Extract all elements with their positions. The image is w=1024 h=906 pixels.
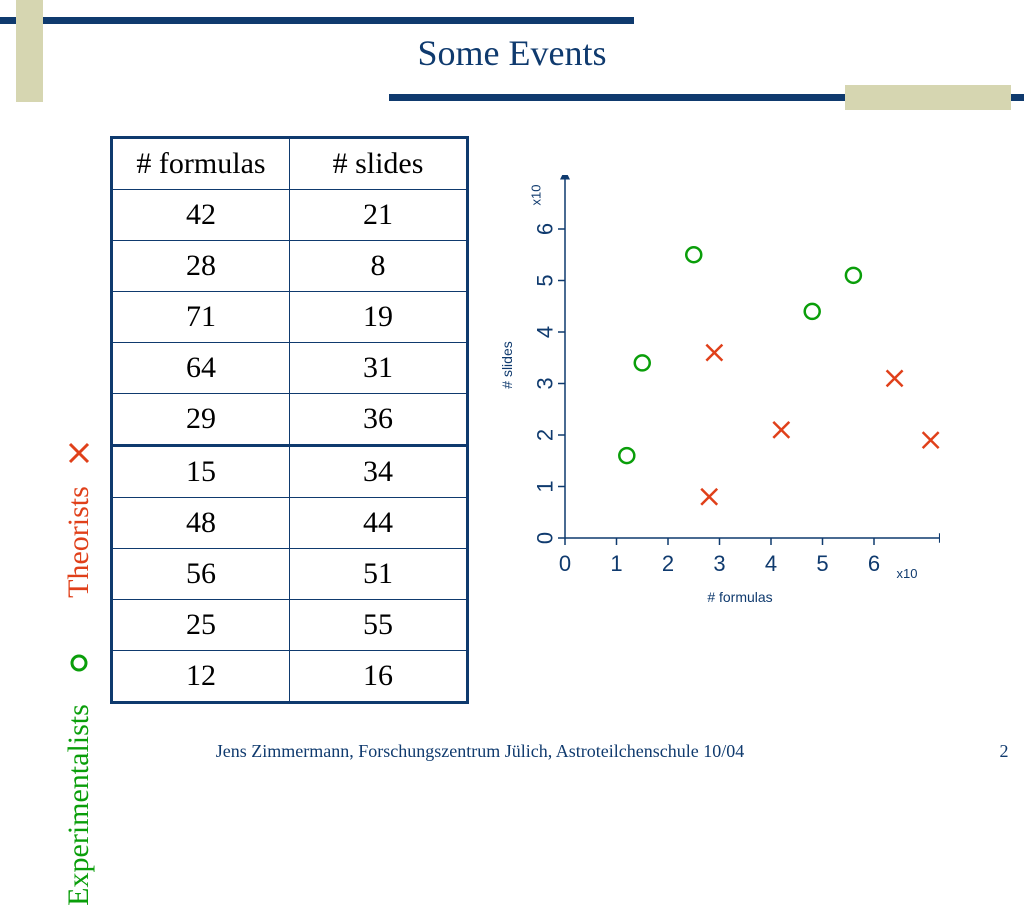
cell-formulas: 25 (112, 600, 290, 651)
x-tick-label: 4 (764, 551, 778, 576)
cell-slides: 19 (290, 292, 468, 343)
cell-slides: 8 (290, 241, 468, 292)
events-table (110, 136, 469, 704)
y-tick-label: 5 (532, 274, 558, 287)
table-row (112, 549, 468, 600)
table-row (112, 394, 468, 446)
theorist-point (887, 370, 903, 386)
table-row (112, 446, 468, 498)
cell-formulas: 28 (112, 241, 290, 292)
theorists-label: Theorists (62, 486, 95, 598)
x-tick-label: 5 (816, 551, 829, 576)
top-accent-bar (0, 17, 634, 24)
experimentalists-circle-marker (61, 652, 97, 674)
cell-slides: 31 (290, 343, 468, 394)
y-tick-label: 6 (532, 222, 558, 236)
cell-formulas: 56 (112, 549, 290, 600)
cell-slides: 16 (290, 651, 468, 703)
table-row (112, 292, 468, 343)
experimentalists-label: Experimentalists (62, 704, 95, 906)
y-tick-label: 0 (532, 531, 558, 545)
table-row (112, 651, 468, 703)
experimentalist-point (635, 355, 650, 370)
cell-formulas: 48 (112, 498, 290, 549)
y-tick-label: 4 (532, 325, 558, 339)
cell-formulas: 71 (112, 292, 290, 343)
slide-title: Some Events (417, 33, 607, 73)
table-row (112, 241, 468, 292)
x-multiplier: x10 (896, 566, 918, 581)
theorist-point (773, 422, 789, 438)
theorist-point (923, 432, 939, 448)
x-axis-title: # formulas (707, 589, 773, 605)
experimentalist-point (619, 448, 634, 463)
x-tick-label: 0 (558, 551, 572, 576)
theorist-point (701, 489, 717, 505)
y-multiplier: x10 (528, 184, 544, 206)
table-row (112, 498, 468, 549)
cell-slides: 51 (290, 549, 468, 600)
theorists-cross-marker (61, 442, 97, 464)
experimentalist-point (846, 268, 861, 283)
footer-text: Jens Zimmermann, Forschungszentrum Jülich, Astroteilchenschule 10/04 (215, 741, 745, 761)
cell-slides: 21 (290, 190, 468, 241)
cell-formulas: 64 (112, 343, 290, 394)
table-header-row (112, 138, 468, 190)
group-legend (61, 222, 97, 906)
header-slides: # slides (290, 138, 468, 190)
cell-slides: 36 (290, 394, 468, 446)
page-number: 2 (999, 741, 1009, 761)
cell-slides: 55 (290, 600, 468, 651)
cell-slides: 44 (290, 498, 468, 549)
table-row (112, 190, 468, 241)
y-tick-label: 3 (532, 377, 558, 390)
scatter-plot (490, 175, 940, 615)
experimentalist-point (805, 304, 820, 319)
x-tick-label: 6 (867, 551, 881, 576)
table-row (112, 343, 468, 394)
cell-slides: 34 (290, 446, 468, 498)
cell-formulas: 12 (112, 651, 290, 703)
header-formulas: # formulas (112, 138, 290, 190)
table-row (112, 600, 468, 651)
y-tick-label: 2 (532, 428, 558, 442)
experimentalist-point (686, 247, 701, 262)
x-tick-label: 3 (713, 551, 726, 576)
right-accent-block (845, 85, 1011, 110)
cell-formulas: 29 (112, 394, 290, 446)
y-axis-title: # slides (499, 341, 515, 389)
x-tick-label: 1 (610, 551, 623, 576)
y-tick-label: 1 (532, 480, 558, 493)
theorist-point (706, 345, 722, 361)
cell-formulas: 42 (112, 190, 290, 241)
cell-formulas: 15 (112, 446, 290, 498)
x-tick-label: 2 (661, 551, 675, 576)
